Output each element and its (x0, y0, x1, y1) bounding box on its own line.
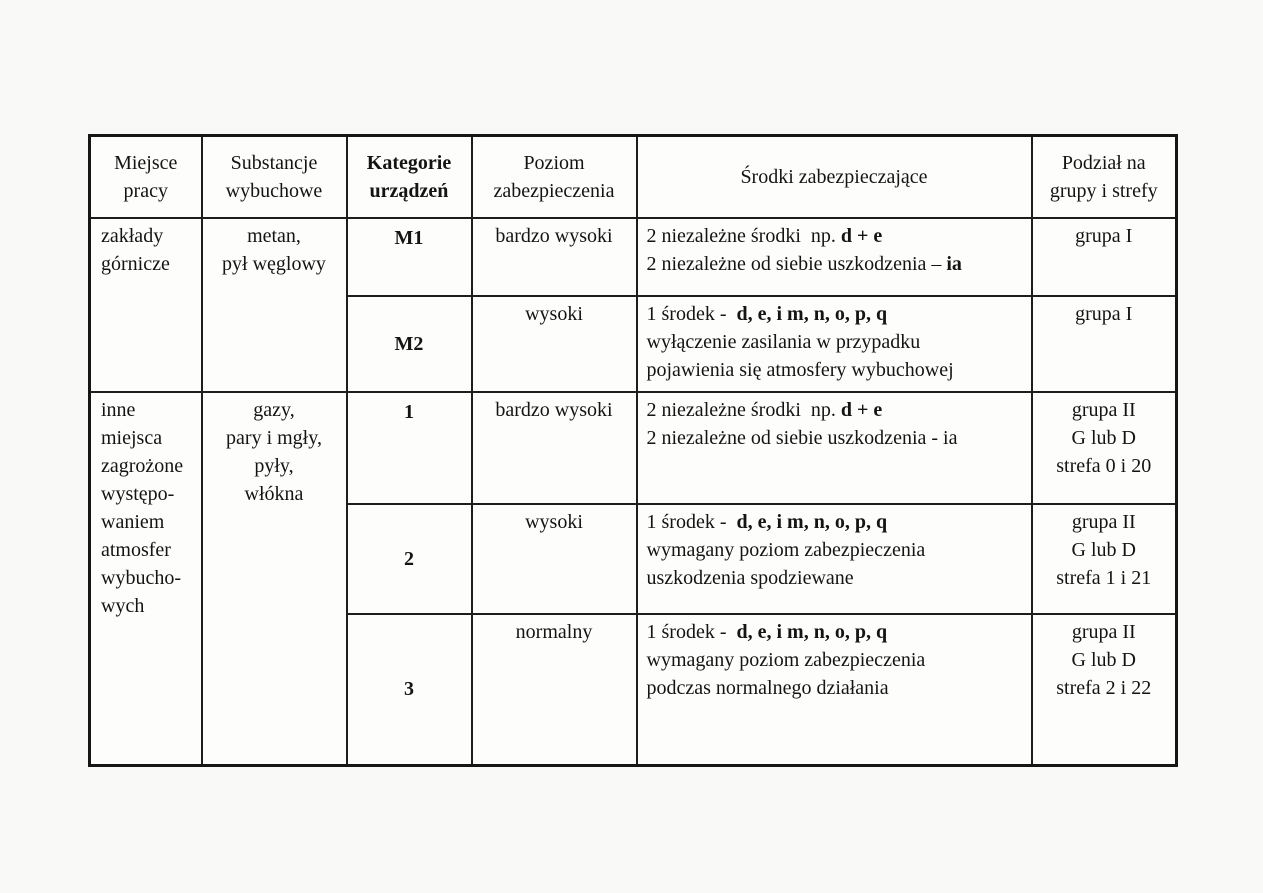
text-line (1039, 452, 1170, 480)
text-line (101, 592, 195, 620)
text-line (101, 222, 195, 250)
text-segment: Substancje (230, 151, 318, 174)
text-line (354, 177, 465, 205)
text-line (209, 396, 340, 424)
text-segment: włókna (244, 482, 304, 505)
text-segment: 1 środek - (646, 510, 737, 533)
srodki-cell (637, 392, 1032, 504)
text-segment: zakłady (101, 224, 164, 247)
text-segment: grupa II (1071, 398, 1136, 421)
text-segment: podczas normalnego działania (646, 676, 889, 699)
text-line (209, 222, 340, 250)
text-line (479, 222, 630, 250)
text-segment: pył węglowy (222, 252, 326, 275)
text-line (479, 177, 630, 205)
text-line (354, 398, 465, 426)
text-segment: wysoki (525, 510, 583, 533)
text-line (1039, 564, 1170, 592)
text-line (209, 480, 340, 508)
podzial-cell (1032, 296, 1177, 392)
text-line (1039, 177, 1170, 205)
text-segment: wysoki (525, 302, 583, 325)
text-line (1039, 424, 1170, 452)
srodki-cell (637, 296, 1032, 392)
text-segment: zagrożone (101, 454, 184, 477)
kategoria-cell (347, 392, 472, 504)
text-segment: zabezpieczenia (493, 179, 615, 202)
text-line (647, 536, 1025, 564)
text-segment: 1 (404, 400, 414, 423)
text-line (354, 330, 465, 358)
text-segment: 3 (404, 678, 414, 701)
text-segment: pracy (123, 179, 168, 202)
text-segment: strefa 1 i 21 (1056, 566, 1152, 589)
text-line (101, 508, 195, 536)
text-segment: Miejsce (114, 151, 178, 174)
miejsce-pracy-cell (90, 218, 202, 392)
text-line (647, 250, 1025, 278)
text-segment: G lub D (1071, 426, 1136, 449)
col-header-poziom (472, 136, 637, 218)
kategoria-cell (347, 614, 472, 766)
text-line (644, 163, 1025, 191)
table-header (90, 136, 1177, 218)
poziom-cell (472, 218, 637, 296)
text-segment: uszkodzenia spodziewane (646, 566, 854, 589)
text-line (1039, 674, 1170, 702)
col-header-podzial (1032, 136, 1177, 218)
text-line (354, 149, 465, 177)
poziom-cell (472, 614, 637, 766)
text-line (647, 564, 1025, 592)
text-segment: strefa 0 i 20 (1056, 454, 1152, 477)
miejsce-pracy-cell (90, 392, 202, 766)
substancje-cell (202, 218, 347, 392)
text-segment: Poziom (523, 151, 585, 174)
col-header-srodki (637, 136, 1032, 218)
poziom-cell (472, 504, 637, 614)
text-line (647, 328, 1025, 356)
text-line (647, 222, 1025, 250)
protection-table (88, 134, 1178, 767)
text-line (647, 508, 1025, 536)
bold-text-segment: d + e (840, 398, 883, 421)
bold-text-segment: ia (946, 252, 962, 275)
table-row (90, 218, 1177, 296)
text-line (1039, 396, 1170, 424)
text-segment: 2 niezależne środki np. (646, 224, 841, 247)
text-line (1039, 300, 1170, 328)
text-segment: Środki zabezpieczające (740, 165, 928, 188)
bold-text-segment: d, e, i m, n, o, p, q (736, 302, 888, 325)
srodki-cell (637, 614, 1032, 766)
text-line (209, 424, 340, 452)
text-line (97, 177, 195, 205)
table-row (90, 392, 1177, 504)
text-line (101, 480, 195, 508)
text-segment: 1 środek - (646, 302, 737, 325)
text-segment: grupa I (1075, 224, 1133, 247)
text-line (209, 250, 340, 278)
bold-text-segment: d, e, i m, n, o, p, q (736, 510, 888, 533)
podzial-cell (1032, 504, 1177, 614)
kategoria-cell (347, 296, 472, 392)
text-line (479, 300, 630, 328)
text-segment: M2 (394, 332, 424, 355)
text-line (479, 618, 630, 646)
text-segment: inne (101, 398, 136, 421)
text-line (647, 618, 1025, 646)
text-segment: 1 środek - (646, 620, 737, 643)
col-header-miejsce (90, 136, 202, 218)
text-line (479, 149, 630, 177)
text-line (101, 396, 195, 424)
text-segment: grupa II (1071, 620, 1136, 643)
text-segment: pyły, (254, 454, 294, 477)
srodki-cell (637, 504, 1032, 614)
poziom-cell (472, 392, 637, 504)
text-segment: normalny (515, 620, 593, 643)
text-line (209, 149, 340, 177)
poziom-cell (472, 296, 637, 392)
text-segment: atmosfer (101, 538, 171, 561)
bold-text-segment: d, e, i m, n, o, p, q (736, 620, 888, 643)
text-segment: górnicze (101, 252, 170, 275)
text-line (101, 536, 195, 564)
text-line (647, 300, 1025, 328)
text-segment: grupa I (1075, 302, 1133, 325)
text-segment: strefa 2 i 22 (1056, 676, 1152, 699)
text-line (101, 250, 195, 278)
text-segment: wymagany poziom zabezpieczenia (646, 648, 926, 671)
text-line (647, 646, 1025, 674)
text-line (647, 674, 1025, 702)
text-line (647, 396, 1025, 424)
text-line (479, 396, 630, 424)
kategoria-cell (347, 218, 472, 296)
text-segment: miejsca (101, 426, 163, 449)
text-line (209, 177, 340, 205)
text-line (479, 508, 630, 536)
text-line (647, 356, 1025, 384)
table-scan-area (88, 134, 1178, 767)
text-segment: 2 niezależne od siebie uszkodzenia – (646, 252, 947, 275)
text-line (209, 452, 340, 480)
text-line (1039, 508, 1170, 536)
text-segment: M1 (394, 226, 424, 249)
text-segment: waniem (101, 510, 165, 533)
text-line (101, 564, 195, 592)
text-segment: bardzo wysoki (495, 398, 613, 421)
text-line (647, 424, 1025, 452)
text-line (354, 545, 465, 573)
col-header-substancje (202, 136, 347, 218)
text-segment: 2 niezależne środki np. (646, 398, 841, 421)
text-segment: gazy, (253, 398, 295, 421)
text-segment: wyłączenie zasilania w przypadku (646, 330, 921, 353)
text-segment: wybucho- (101, 566, 181, 589)
text-segment: G lub D (1071, 538, 1136, 561)
text-line (1039, 618, 1170, 646)
text-segment: pojawienia się atmosfery wybuchowej (646, 358, 954, 381)
text-segment: G lub D (1071, 648, 1136, 671)
substancje-cell (202, 392, 347, 766)
col-header-kategorie (347, 136, 472, 218)
text-line (354, 675, 465, 703)
text-line (1039, 222, 1170, 250)
podzial-cell (1032, 614, 1177, 766)
srodki-cell (637, 218, 1032, 296)
text-segment: Podział na (1061, 151, 1146, 174)
text-segment: grupa II (1071, 510, 1136, 533)
podzial-cell (1032, 392, 1177, 504)
text-line (354, 224, 465, 252)
text-segment: bardzo wysoki (495, 224, 613, 247)
podzial-cell (1032, 218, 1177, 296)
text-segment: urządzeń (369, 179, 449, 202)
kategoria-cell (347, 504, 472, 614)
header-row (90, 136, 1177, 218)
text-segment: 2 niezależne od siebie uszkodzenia - ia (646, 426, 958, 449)
table-body (90, 218, 1177, 766)
text-line (101, 452, 195, 480)
text-segment: występo- (101, 482, 175, 505)
text-line (1039, 646, 1170, 674)
bold-text-segment: d + e (840, 224, 883, 247)
text-segment: wymagany poziom zabezpieczenia (646, 538, 926, 561)
text-segment: metan, (247, 224, 301, 247)
text-line (1039, 536, 1170, 564)
text-line (1039, 149, 1170, 177)
text-segment: Kategorie (366, 151, 452, 174)
text-line (101, 424, 195, 452)
text-segment: wybuchowe (225, 179, 323, 202)
text-segment: pary i mgły, (226, 426, 322, 449)
text-line (97, 149, 195, 177)
text-segment: grupy i strefy (1049, 179, 1158, 202)
text-segment: wych (101, 594, 145, 617)
text-segment: 2 (404, 547, 414, 570)
